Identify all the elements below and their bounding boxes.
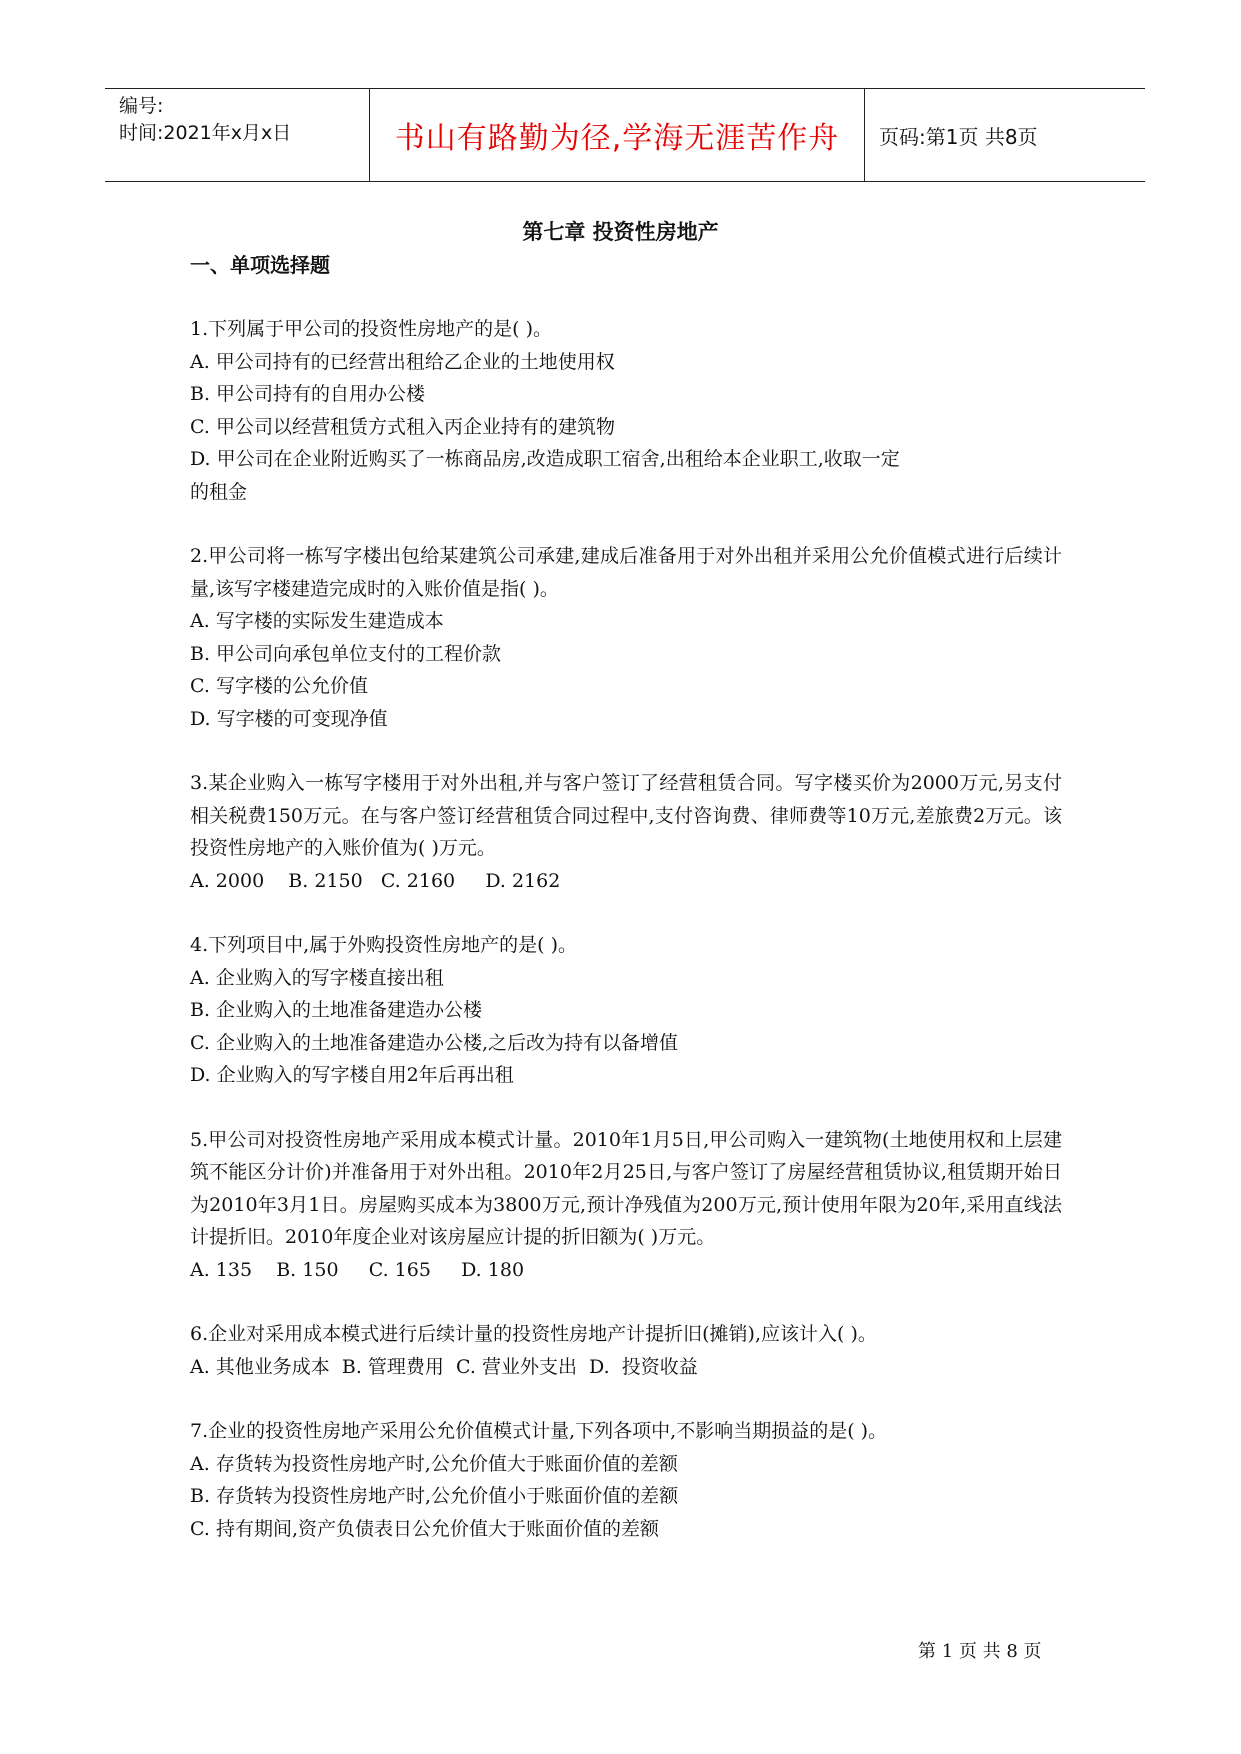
question-option: B. 甲公司持有的自用办公楼 <box>190 383 426 405</box>
page-label: 页码:第1页 共8页 <box>879 124 1038 149</box>
header-page-cell <box>865 89 1145 181</box>
question-option: A. 存货转为投资性房地产时,公允价值大于账面价值的差额 <box>190 1452 678 1475</box>
question-stem: 2.甲公司将一栋写字楼出包给某建筑公司承建,建成后准备用于对外出租并采用公允价值模式进行后续计量,该写字楼建造完成时的入账价值是指( )。 <box>190 545 1062 600</box>
question-item <box>190 1318 1062 1383</box>
question-option: D. 甲公司在企业附近购买了一栋商品房,改造成职工宿舍,出租给本企业职工,收取一定 <box>190 448 900 470</box>
question-option: C. 持有期间,资产负债表日公允价值大于账面价值的差额 <box>190 1517 659 1540</box>
question-option: B. 企业购入的土地准备建造办公楼 <box>190 999 483 1021</box>
question-stem: 5.甲公司对投资性房地产采用成本模式计量。2010年1月5日,甲公司购入一建筑物(土地使用权和上层建筑不能区分计价)并准备用于对外出租。2010年2月25日,与客户签订了房屋经营租赁协议,租赁期开始日为2010年3月1日。房屋购买成本为3800万元,预计净残值为200万元,预计使用年限为20年,采用直线法计提折旧。2010年度企业对该房屋应计提的折旧额为( )万元。 <box>190 1128 1062 1248</box>
question-option: A. 写字楼的实际发生建造成本 <box>190 610 444 632</box>
question-option: A. 企业购入的写字楼直接出租 <box>190 966 444 989</box>
question-option: A. 甲公司持有的已经营出租给乙企业的土地使用权 <box>190 350 615 373</box>
question-option: B. 甲公司向承包单位支付的工程价款 <box>190 642 502 665</box>
question-item <box>190 929 1062 1092</box>
question-stem: 4.下列项目中,属于外购投资性房地产的是( )。 <box>190 934 578 956</box>
motto-text: 书山有路勤为径,学海无涯苦作舟 <box>394 121 840 156</box>
question-option: D. 企业购入的写字楼自用2年后再出租 <box>190 1064 514 1086</box>
question-item <box>190 767 1062 897</box>
question-option: D. 写字楼的可变现净值 <box>190 707 388 730</box>
question-option: A. 135 B. 150 C. 165 D. 180 <box>190 1258 525 1281</box>
question-stem: 1.下列属于甲公司的投资性房地产的是( )。 <box>190 318 552 340</box>
question-stem: 7.企业的投资性房地产采用公允价值模式计量,下列各项中,不影响当期损益的是( )。 <box>190 1420 888 1442</box>
number-label: 编号: <box>119 95 164 117</box>
time-label: 时间:2021年x月x日 <box>119 122 292 144</box>
question-option: C. 写字楼的公允价值 <box>190 675 368 697</box>
question-option: 的租金 <box>190 480 248 503</box>
question-option: A. 其他业务成本 B. 管理费用 C. 营业外支出 D. 投资收益 <box>190 1355 698 1378</box>
header-meta-cell <box>105 89 370 181</box>
question-option: B. 存货转为投资性房地产时,公允价值小于账面价值的差额 <box>190 1485 679 1507</box>
question-item <box>190 1124 1062 1287</box>
question-stem: 3.某企业购入一栋写字楼用于对外出租,并与客户签订了经营租赁合同。写字楼买价为2000万元,另支付相关税费150万元。在与客户签订经营租赁合同过程中,支付咨询费、律师费等10万元,差旅费2万元。该投资性房地产的入账价值为( )万元。 <box>190 772 1062 859</box>
question-item <box>190 1415 1062 1545</box>
section-title: 一、单项选择题 <box>190 253 330 277</box>
question-item <box>190 540 1062 735</box>
question-list <box>190 313 1062 1577</box>
question-option: C. 甲公司以经营租赁方式租入丙企业持有的建筑物 <box>190 415 615 438</box>
question-option: C. 企业购入的土地准备建造办公楼,之后改为持有以备增值 <box>190 1031 678 1054</box>
chapter-title: 第七章 投资性房地产 <box>522 220 719 244</box>
page-footer: 第 1 页 共 8 页 <box>918 1641 1042 1662</box>
question-item <box>190 313 1062 508</box>
header-motto-cell <box>370 89 865 181</box>
question-stem: 6.企业对采用成本模式进行后续计量的投资性房地产计提折旧(摊销),应该计入( )。 <box>190 1323 877 1345</box>
header-table <box>105 88 1145 182</box>
question-option: A. 2000 B. 2150 C. 2160 D. 2162 <box>190 869 561 892</box>
